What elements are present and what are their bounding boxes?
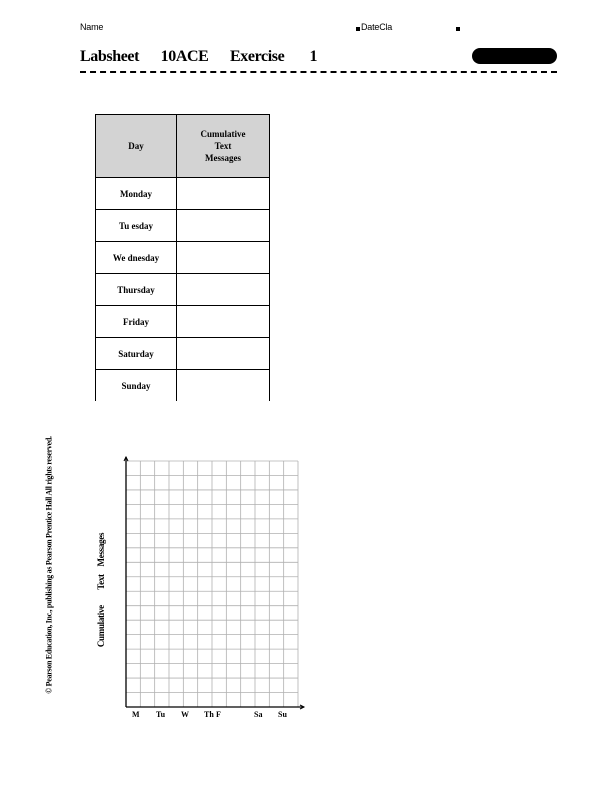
messages-input-cell[interactable] — [177, 210, 270, 242]
day-cell: Sunday — [96, 370, 177, 402]
x-tick-label: Sa — [254, 710, 263, 719]
table-row — [96, 306, 270, 338]
x-tick-label: F — [216, 710, 221, 719]
messages-input-cell[interactable] — [177, 306, 270, 338]
bullet-marker — [456, 27, 460, 31]
x-tick-label: Su — [278, 710, 287, 719]
x-tick-label: M — [132, 710, 140, 719]
messages-input-cell[interactable] — [177, 338, 270, 370]
header-pill — [472, 48, 557, 64]
table-row — [96, 210, 270, 242]
data-table — [95, 114, 270, 401]
table-row — [96, 370, 270, 402]
column-header-day: Day — [96, 115, 177, 178]
messages-input-cell[interactable] — [177, 242, 270, 274]
y-axis-label: Cumulative Text Messages — [96, 532, 106, 648]
table-row — [96, 274, 270, 306]
column-header-messages-text: Cumulative Text Messages — [200, 129, 246, 163]
x-tick-label: Tu — [156, 710, 166, 719]
x-tick-label: Th — [204, 710, 214, 719]
name-label: Name — [80, 22, 104, 32]
page-title: Labsheet 10ACE Exercise 1 — [80, 48, 318, 65]
day-cell: Saturday — [96, 338, 177, 370]
messages-input-cell[interactable] — [177, 370, 270, 402]
x-tick-label: W — [181, 710, 189, 719]
blank-graph-grid — [118, 455, 308, 720]
day-cell: Monday — [96, 178, 177, 210]
bullet-marker — [356, 27, 360, 31]
messages-input-cell[interactable] — [177, 178, 270, 210]
dashed-divider — [80, 71, 557, 73]
messages-input-cell[interactable] — [177, 274, 270, 306]
table-row — [96, 242, 270, 274]
day-cell: Tu esday — [96, 210, 177, 242]
table-header-row — [96, 115, 270, 178]
table-row — [96, 178, 270, 210]
day-cell: We dnesday — [96, 242, 177, 274]
column-header-messages — [177, 115, 270, 178]
day-cell: Friday — [96, 306, 177, 338]
copyright-notice: © Pearson Education, Inc., publishing as Pearson Prentice Hall All rights reserved. — [44, 436, 54, 694]
table-row — [96, 338, 270, 370]
date-class-label: DateCla — [361, 22, 393, 32]
day-cell: Thursday — [96, 274, 177, 306]
